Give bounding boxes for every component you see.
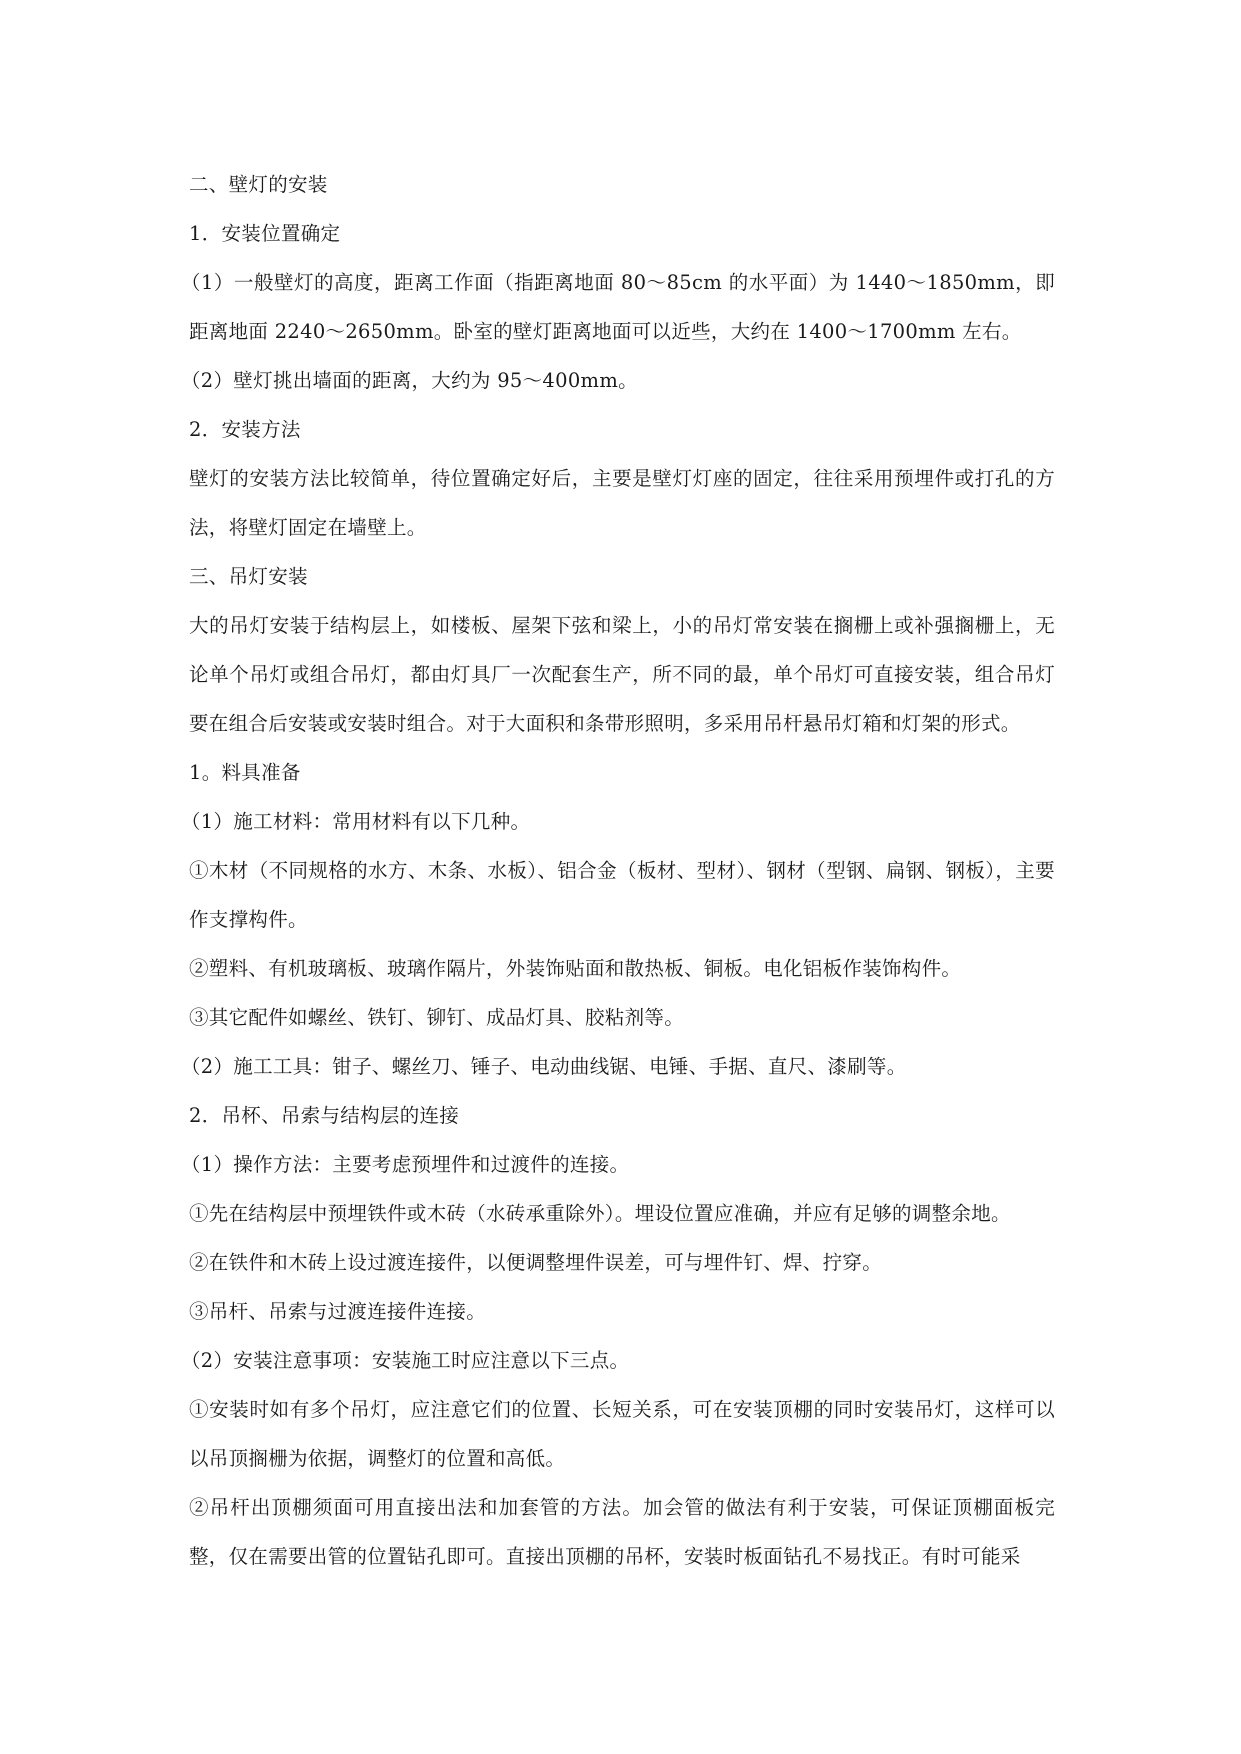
list-item-wood-metal: ①木材（不同规格的水方、木条、水板）、铝合金（板材、型材）、钢材（型钢、扁钢、钢板），主要作支撑构件。 — [189, 859, 1055, 931]
paragraph-construction-materials: （1）施工材料：常用材料有以下几种。 — [181, 810, 531, 833]
list-item-rod-connect: ③吊杆、吊索与过渡连接件连接。 — [189, 1300, 487, 1323]
section-heading-pendant-lamp: 三、吊灯安装 — [189, 565, 308, 588]
subheading-rod-connection: 2．吊杯、吊索与结构层的连接 — [189, 1104, 460, 1127]
list-item-rod-exit: ②吊杆出顶棚须面可用直接出法和加套管的方法。加会管的做法有利于安装，可保证顶棚面板完整，仅在需要出管的位置钻孔即可。直接出顶棚的吊杯，安装时板面钻孔不易找正。有时可能采 — [189, 1496, 1055, 1568]
list-item-multiple-lamps: ①安装时如有多个吊灯，应注意它们的位置、长短关系，可在安装顶棚的同时安装吊灯，这样可以以吊顶搁栅为依据，调整灯的位置和高低。 — [189, 1398, 1055, 1470]
section-heading-wall-lamp: 二、壁灯的安装 — [189, 173, 328, 196]
paragraph-pendant-overview: 大的吊灯安装于结构层上，如楼板、屋架下弦和梁上，小的吊灯常安装在搁栅上或补强搁栅上，无论单个吊灯或组合吊灯，都由灯具厂一次配套生产，所不同的最，单个吊灯可直接安装，组合吊灯要在组合后安装或安装时组合。对于大面积和条带形照明，多采用吊杆悬吊灯箱和灯架的形式。 — [189, 614, 1055, 735]
list-item-plastic-glass: ②塑料、有机玻璃板、玻璃作隔片，外装饰贴面和散热板、铜板。电化铝板作装饰构件。 — [189, 957, 962, 980]
paragraph-wall-lamp-height: （1）一般壁灯的高度，距离工作面（指距离地面 80～85cm 的水平面）为 1440～1850mm，即距离地面 2240～2650mm。卧室的壁灯距离地面可以近些，大约在 1400～1700mm 左右。 — [181, 271, 1055, 343]
subheading-install-method: 2．安装方法 — [189, 418, 301, 441]
paragraph-operation-method: （1）操作方法：主要考虑预埋件和过渡件的连接。 — [181, 1153, 630, 1176]
paragraph-install-notes: （2）安装注意事项：安装施工时应注意以下三点。 — [181, 1349, 630, 1372]
subheading-install-position: 1．安装位置确定 — [189, 222, 341, 245]
list-item-other-parts: ③其它配件如螺丝、铁钉、铆钉、成品灯具、胶粘剂等。 — [189, 1006, 685, 1029]
paragraph-wall-lamp-projection: （2）壁灯挑出墙面的距离，大约为 95～400mm。 — [181, 369, 638, 392]
list-item-transition-parts: ②在铁件和木砖上设过渡连接件，以便调整埋件误差，可与埋件钉、焊、拧穿。 — [189, 1251, 883, 1274]
list-item-embed-parts: ①先在结构层中预埋铁件或木砖（水砖承重除外）。埋设位置应准确，并应有足够的调整余地。 — [189, 1202, 1011, 1225]
subheading-materials-prep: 1。料具准备 — [189, 761, 301, 784]
paragraph-wall-lamp-method: 壁灯的安装方法比较简单，待位置确定好后，主要是壁灯灯座的固定，往往采用预埋件或打孔的方法，将壁灯固定在墙壁上。 — [189, 467, 1055, 539]
paragraph-construction-tools: （2）施工工具：钳子、螺丝刀、锤子、电动曲线锯、电锤、手据、直尺、漆刷等。 — [181, 1055, 907, 1078]
document-page — [181, 160, 1055, 1581]
